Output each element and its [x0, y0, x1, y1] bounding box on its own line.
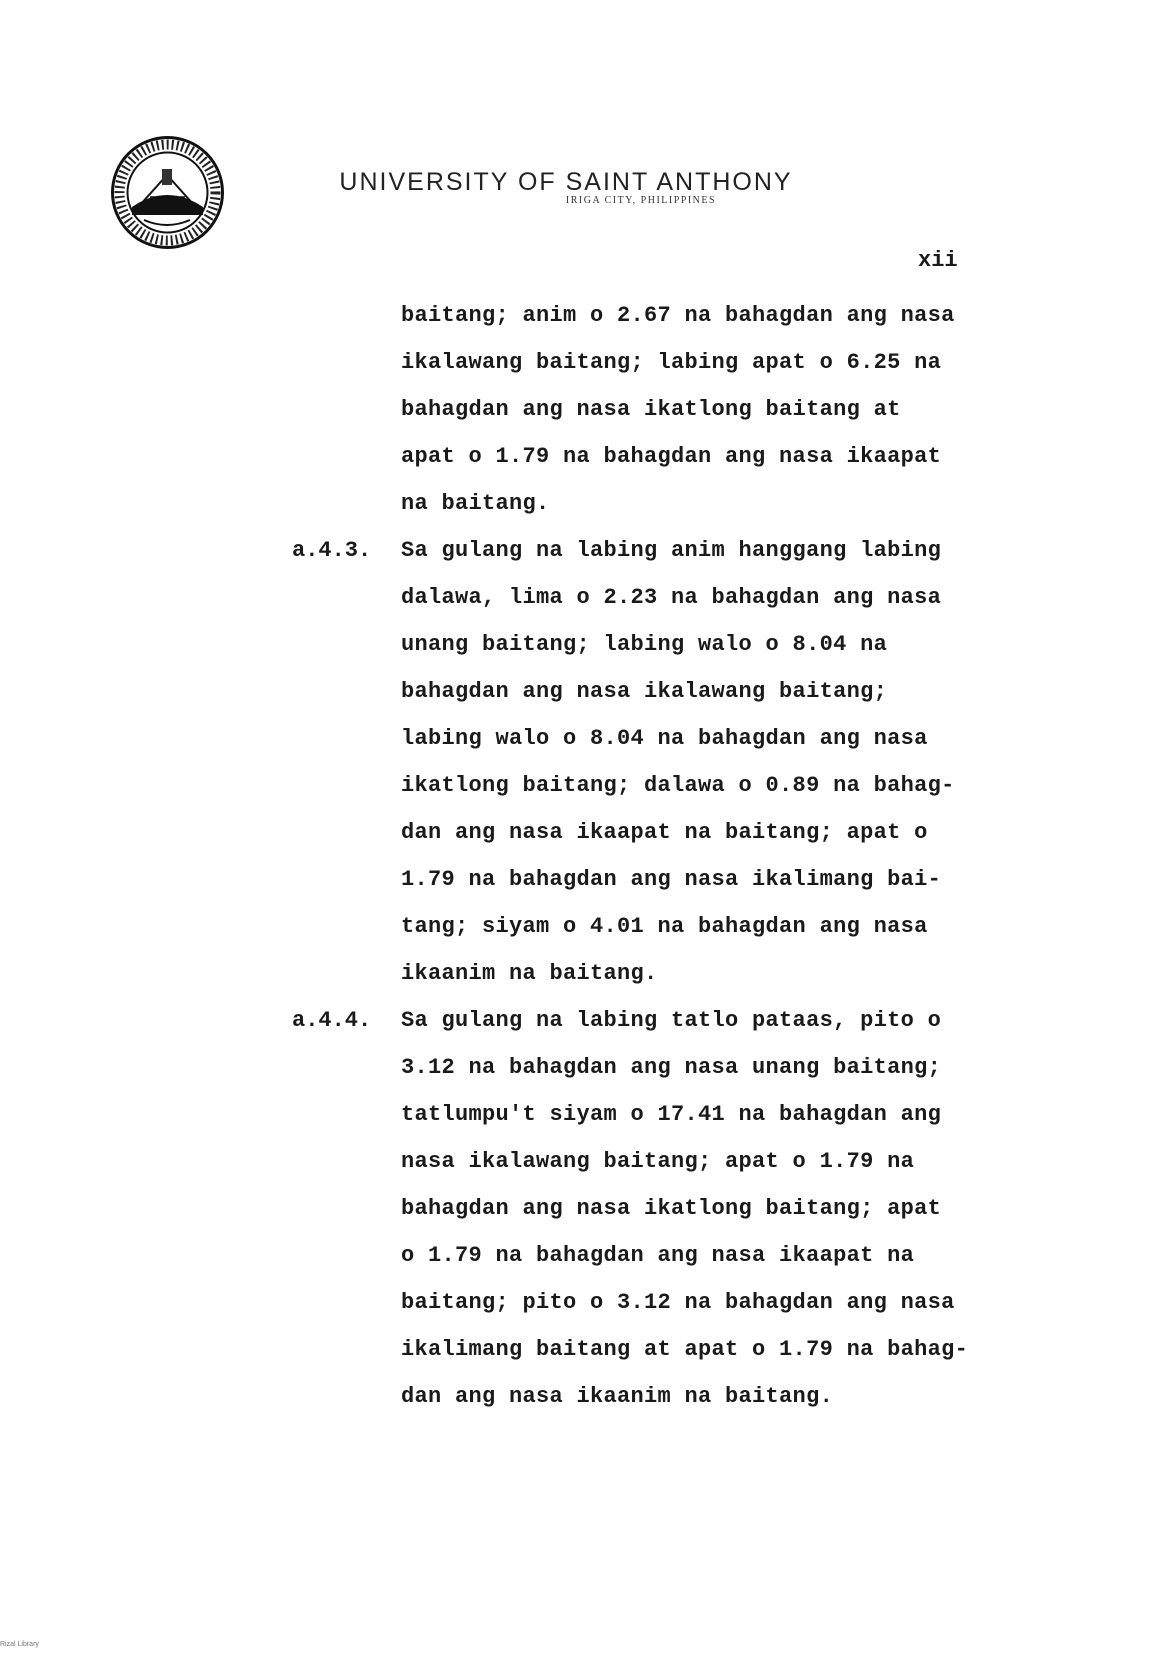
text-line: ikalimang baitang at apat o 1.79 na bahag- [401, 1337, 969, 1362]
list-item-a-4-4 [292, 997, 1032, 1420]
text-line: bahagdan ang nasa ikatlong baitang; apat [401, 1196, 942, 1221]
list-item-a-4-3 [292, 527, 1032, 997]
text-line: ikaanim na baitang. [401, 961, 658, 986]
text-line: Sa gulang na labing anim hanggang labing [401, 538, 942, 563]
document-body [292, 292, 1032, 1420]
text-line: ikatlong baitang; dalawa o 0.89 na bahag- [401, 773, 955, 798]
text-line: 1.79 na bahagdan ang nasa ikalimang bai- [401, 867, 942, 892]
continuation-paragraph [292, 292, 1032, 527]
university-name: UNIVERSITY OF SAINT ANTHONY [339, 168, 793, 196]
text-line: na baitang. [401, 491, 550, 516]
text-line: baitang; pito o 3.12 na bahagdan ang nasa [401, 1290, 955, 1315]
text-line: labing walo o 8.04 na bahagdan ang nasa [401, 726, 928, 751]
text-line: dalawa, lima o 2.23 na bahagdan ang nasa [401, 585, 942, 610]
text-line: o 1.79 na bahagdan ang nasa ikaapat na [401, 1243, 915, 1268]
text-line: ikalawang baitang; labing apat o 6.25 na [401, 350, 942, 375]
text-line: dan ang nasa ikaanim na baitang. [401, 1384, 834, 1409]
university-seal-icon [110, 135, 225, 250]
text-line: apat o 1.79 na bahagdan ang nasa ikaapat [401, 444, 942, 469]
text-line: bahagdan ang nasa ikalawang baitang; [401, 679, 888, 704]
text-line: baitang; anim o 2.67 na bahagdan ang nasa [401, 303, 955, 328]
text-line: 3.12 na bahagdan ang nasa unang baitang; [401, 1055, 942, 1080]
page-number: xii [918, 248, 958, 273]
text-line: nasa ikalawang baitang; apat o 1.79 na [401, 1149, 915, 1174]
university-location: IRIGA CITY, PHILIPPINES [565, 195, 717, 206]
scan-footer: Rizal Library [0, 1641, 39, 1648]
text-line: tatlumpu't siyam o 17.41 na bahagdan ang [401, 1102, 942, 1127]
text-line: dan ang nasa ikaapat na baitang; apat o [401, 820, 928, 845]
text-line: bahagdan ang nasa ikatlong baitang at [401, 397, 901, 422]
letterhead [316, 168, 816, 206]
text-line: Sa gulang na labing tatlo pataas, pito o [401, 1008, 942, 1033]
item-label: a.4.3. [292, 538, 372, 563]
text-line: unang baitang; labing walo o 8.04 na [401, 632, 888, 657]
item-label: a.4.4. [292, 1008, 372, 1033]
text-line: tang; siyam o 4.01 na bahagdan ang nasa [401, 914, 928, 939]
